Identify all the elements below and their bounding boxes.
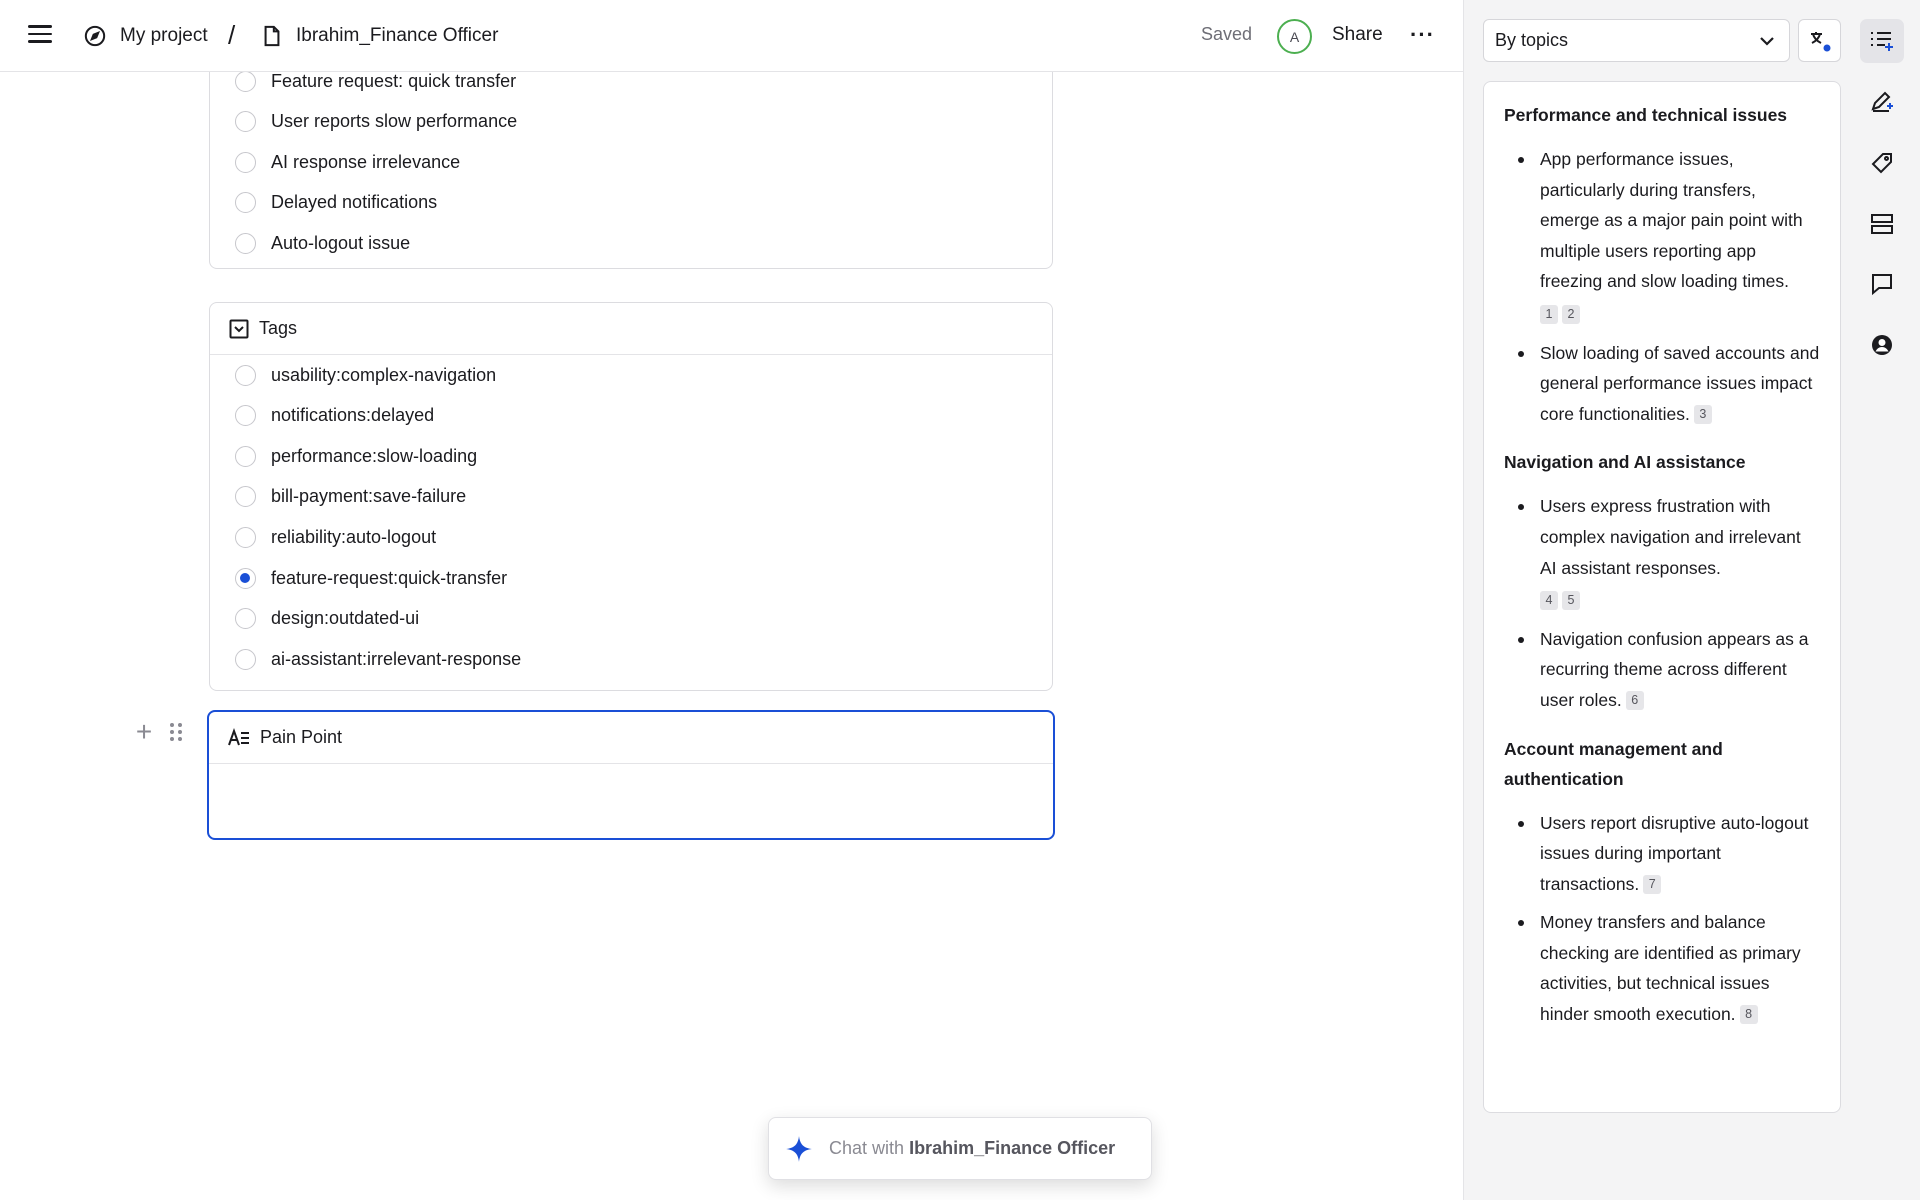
topic-list [1504,144,1820,429]
citation-badge[interactable]: 3 [1694,405,1712,424]
radio-unchecked-icon[interactable] [235,527,256,548]
citation-badge[interactable]: 2 [1562,305,1580,324]
fields-icon[interactable] [1860,202,1904,246]
radio-option[interactable] [235,396,434,436]
radio-option[interactable] [235,517,436,557]
topic-item-text: Users report disruptive auto-logout issues during important transactions. [1540,812,1809,894]
sparkle-icon [785,1135,813,1163]
topic-item-text: Money transfers and balance checking are identified as primary activities, but technical issues hinder smooth execution. [1540,912,1801,1025]
topic-item [1540,907,1820,1029]
radio-option-label: design:outdated-ui [271,608,420,629]
radio-option[interactable] [235,355,496,395]
more-options-icon[interactable]: ··· [1410,22,1435,47]
breadcrumb-project[interactable] [84,0,208,72]
radio-option[interactable] [235,639,521,679]
summary-list-icon[interactable] [1860,19,1904,63]
radio-option[interactable] [235,142,460,182]
topic-item-text: Users express frustration with complex navigation and irrelevant AI assistant responses. [1540,496,1801,578]
avatar[interactable]: A [1277,19,1312,54]
radio-option[interactable] [235,477,466,517]
user-profile-icon[interactable] [1860,323,1904,367]
topics-summary [1483,81,1841,1113]
topic-item [1540,808,1820,900]
topic-title: Performance and technical issues [1504,105,1788,125]
breadcrumb-project-label: My project [120,25,208,46]
topic-item-text: Slow loading of saved accounts and general performance issues impact core functionalities. [1540,342,1820,424]
radio-option-label: bill-payment:save-failure [271,486,467,507]
radio-unchecked-icon[interactable] [235,111,256,132]
radio-unchecked-icon[interactable] [235,72,256,92]
add-block-button[interactable]: + [135,716,153,747]
share-button[interactable]: Share [1332,24,1383,45]
radio-option-label: AI response irrelevance [271,151,461,172]
radio-checked-icon[interactable] [235,568,256,589]
text-field-icon [228,728,250,748]
chat-button[interactable] [768,1117,1152,1180]
comment-icon[interactable] [1860,262,1904,306]
tags-card [209,302,1053,691]
ai-edit-icon[interactable] [1860,80,1904,124]
chat-target: Ibrahim_Finance Officer [909,1138,1116,1158]
dropdown-field-icon [229,319,249,339]
citation-badge[interactable]: 4 [1540,591,1558,610]
citation-badge[interactable]: 1 [1540,305,1558,324]
radio-option-label: notifications:delayed [271,405,435,426]
document-icon [262,25,282,47]
chat-prefix: Chat with [829,1138,905,1158]
radio-option[interactable] [235,599,419,639]
radio-unchecked-icon[interactable] [235,192,256,213]
translate-button[interactable] [1798,19,1841,62]
radio-option[interactable] [235,558,507,598]
topic-item [1540,144,1820,330]
radio-unchecked-icon[interactable] [235,405,256,426]
pain-point-card[interactable] [207,710,1055,840]
pain-point-card-title: Pain Point [260,727,343,747]
grouping-select-value: By topics [1495,30,1569,50]
radio-option-label: Feature request: quick transfer [271,72,517,91]
radio-option[interactable] [235,183,437,223]
block-tools [132,716,182,747]
translate-icon [1808,29,1832,53]
topic-list [1504,808,1820,1030]
breadcrumb-document-label: Ibrahim_Finance Officer [296,25,499,46]
editor-canvas [0,72,1463,1200]
save-status: Saved [1201,24,1253,44]
radio-option-label: usability:complex-navigation [271,364,497,385]
radio-unchecked-icon[interactable] [235,486,256,507]
options-card [209,72,1053,269]
radio-option[interactable] [235,223,410,263]
compass-icon [84,25,106,47]
radio-unchecked-icon[interactable] [235,233,256,254]
tags-card-header [210,303,1052,355]
chevron-down-icon [1759,34,1775,48]
tags-card-title: Tags [259,318,298,338]
breadcrumb-separator: / [228,20,236,50]
citation-badge[interactable]: 8 [1740,1005,1758,1024]
radio-option-label: User reports slow performance [271,111,518,132]
topic-title: Account management and authentication [1504,738,1723,789]
icon-rail [1845,0,1920,1200]
radio-option[interactable] [235,72,516,101]
drag-handle-icon[interactable] [170,723,182,741]
citation-badge[interactable]: 6 [1626,691,1644,710]
grouping-select[interactable] [1483,19,1790,62]
topic-list [1504,491,1820,715]
top-bar [0,0,1463,72]
topic-item [1540,338,1820,430]
radio-option-label: Auto-logout issue [271,232,411,253]
citation-badge[interactable]: 5 [1562,591,1580,610]
radio-option[interactable] [235,102,517,142]
menu-icon[interactable] [28,25,52,47]
radio-unchecked-icon[interactable] [235,446,256,467]
radio-unchecked-icon[interactable] [235,152,256,173]
radio-option-label: ai-assistant:irrelevant-response [271,648,522,669]
topic-item-text: App performance issues, particularly during transfers, emerge as a major pain point with multiple users reporting app freezing and slow loading times. [1540,149,1803,292]
citation-badge[interactable]: 7 [1643,875,1661,894]
radio-option-label: Delayed notifications [271,192,438,213]
topic-title: Navigation and AI assistance [1504,452,1746,473]
radio-option-label: feature-request:quick-transfer [271,567,508,588]
radio-unchecked-icon[interactable] [235,365,256,386]
topic-item [1540,624,1820,716]
breadcrumb-document[interactable] [262,0,498,72]
radio-unchecked-icon[interactable] [235,649,256,670]
pain-point-input[interactable] [209,764,1053,836]
radio-option-label: performance:slow-loading [271,445,478,466]
topic-item-text: Navigation confusion appears as a recurring theme across different user roles. [1540,628,1809,710]
radio-option-label: reliability:auto-logout [271,526,437,547]
tag-icon[interactable] [1860,141,1904,185]
radio-unchecked-icon[interactable] [235,608,256,629]
radio-option[interactable] [235,436,477,476]
topic-item [1540,491,1820,615]
pain-point-card-header [209,712,1053,764]
